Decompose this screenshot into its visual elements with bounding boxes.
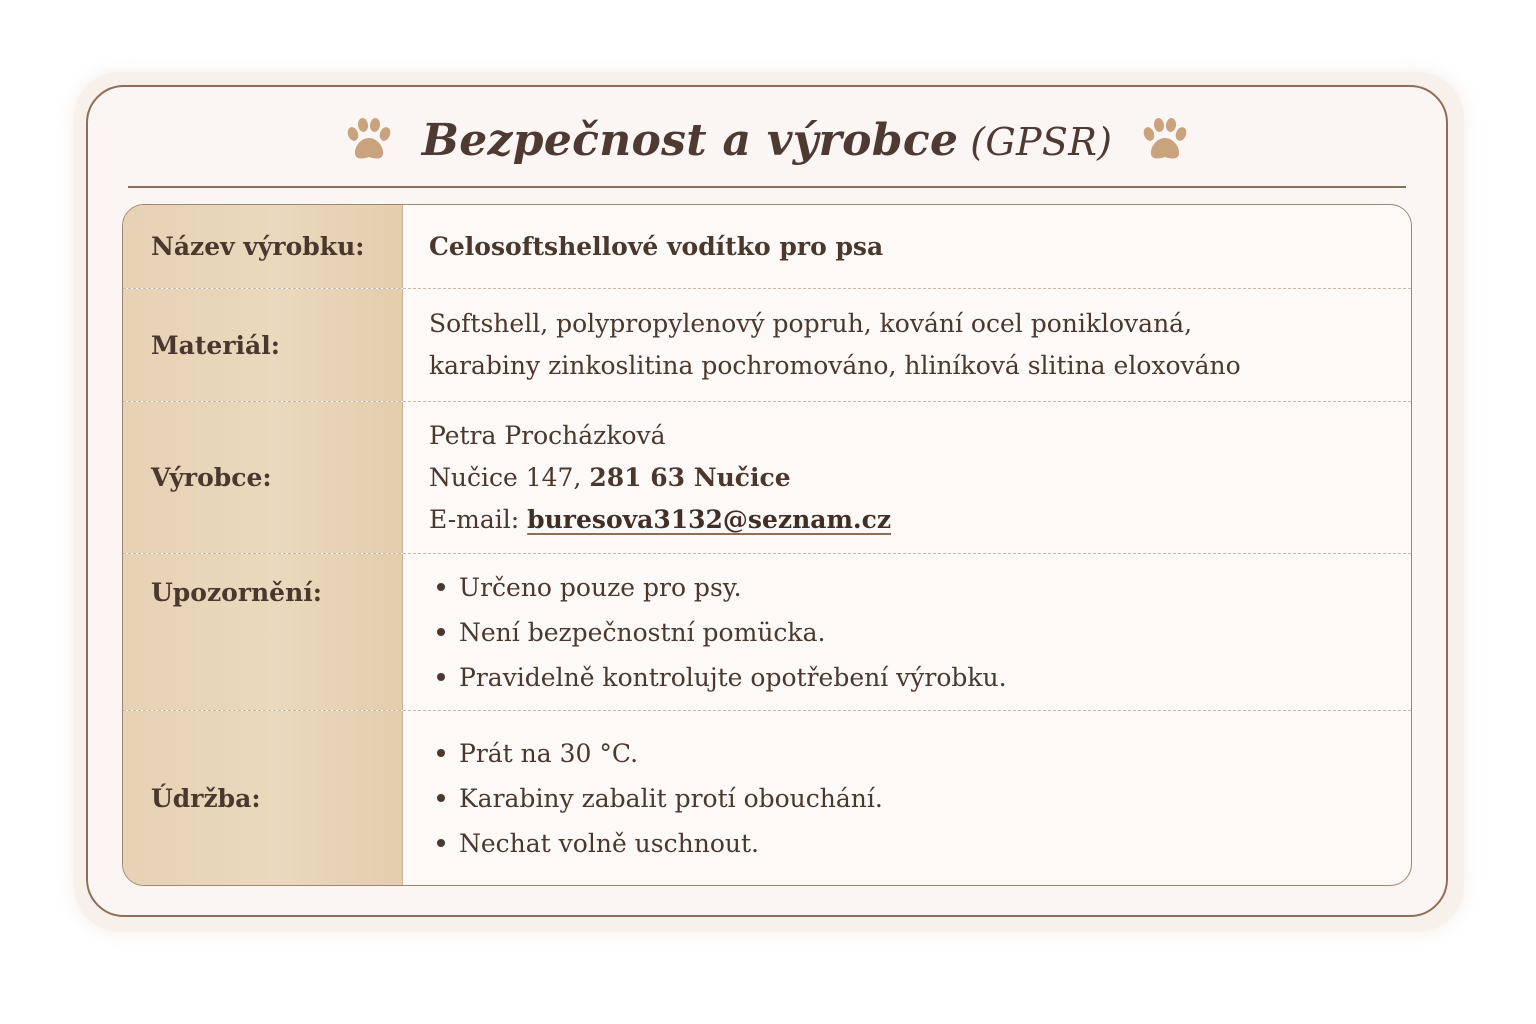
row-product-name [123,205,1411,288]
bullet-icon [437,583,445,591]
title-row [86,100,1448,180]
list-item [429,655,1411,700]
manufacturer-name: Petra Procházková [429,420,666,450]
address-street: Nučice 147, [429,462,582,492]
manufacturer-address [429,457,1411,499]
bullet-icon [437,839,445,847]
maintenance-text: Nechat volně uschnout. [459,828,759,858]
list-item [429,610,1411,655]
row-manufacturer [123,401,1411,553]
material-line: karabiny zinkoslitina pochromováno, hliníková slitina eloxováno [429,351,1241,380]
maintenance-label: Údržba: [123,711,403,885]
title-suffix: (GPSR) [970,119,1113,164]
row-warnings [123,553,1411,710]
material-line: Softshell, polypropylenový popruh, kování ocel poniklovaná, [429,309,1193,338]
paw-icon [1140,117,1190,163]
page-title [422,115,1113,166]
row-maintenance [123,710,1411,885]
title-main: Bezpečnost a výrobce [421,114,959,166]
manufacturer-email-line [429,499,1411,541]
email-link[interactable]: buresova3132@seznam.cz [527,504,892,534]
warning-text: Není bezpečnostní pomücka. [459,617,826,647]
manufacturer-value [403,402,1411,553]
list-item [429,565,1411,610]
info-table [122,204,1412,886]
bullet-icon [437,673,445,681]
title-divider [128,186,1406,188]
warning-text: Určeno pouze pro psy. [459,572,742,602]
paw-icon [344,117,394,163]
address-city: 281 63 Nučice [589,462,791,492]
list-item [429,731,1411,776]
warnings-label: Upozornění: [123,554,403,710]
product-name-value [403,205,1411,288]
maintenance-text: Prát na 30 °C. [459,738,639,768]
material-label: Materiál: [123,289,403,401]
warning-text: Pravidelně kontrolujte opotřebení výrobku. [459,662,1007,692]
email-label: E-mail: [429,504,520,534]
bullet-icon [437,749,445,757]
list-item [429,776,1411,821]
list-item [429,821,1411,866]
maintenance-list [403,711,1411,885]
warnings-list [403,554,1411,710]
product-name-text: Celosoftshellové vodítko pro psa [429,231,884,261]
product-name-label: Název výrobku: [123,205,403,288]
maintenance-text: Karabiny zabalit protí obouchání. [459,783,883,813]
bullet-icon [437,628,445,636]
material-value [403,289,1411,401]
bullet-icon [437,794,445,802]
manufacturer-label: Výrobce: [123,402,403,553]
row-material [123,288,1411,401]
